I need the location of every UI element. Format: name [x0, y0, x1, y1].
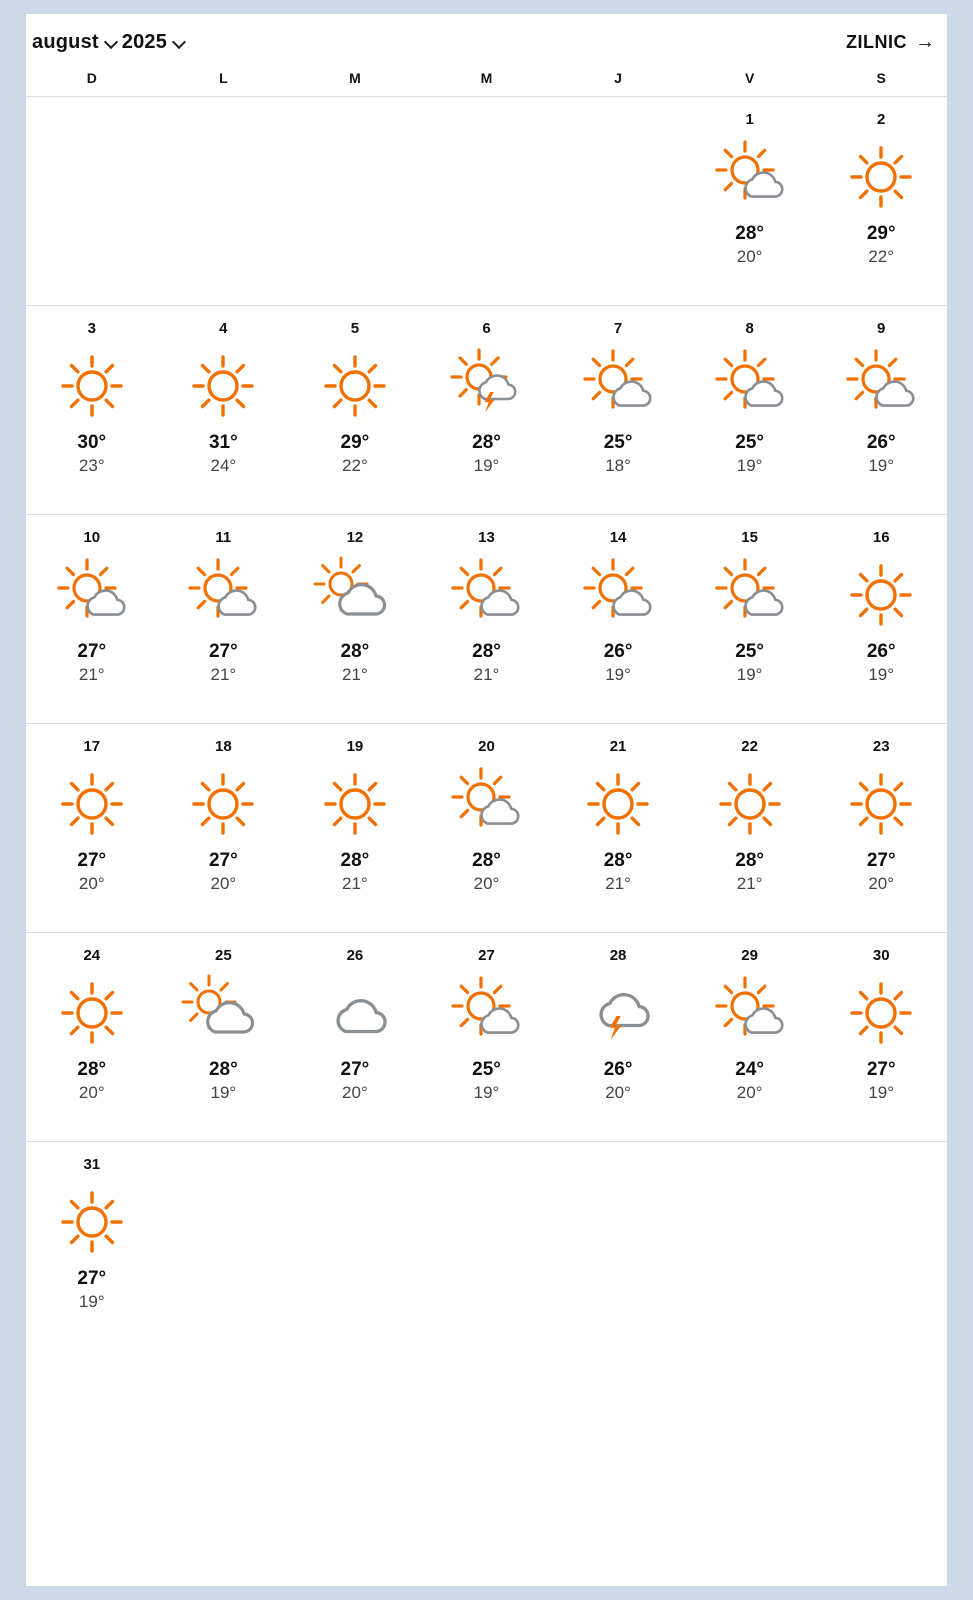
- temp-high: 26°: [603, 1059, 633, 1080]
- calendar-day-empty: [552, 1156, 684, 1336]
- calendar-header: [26, 14, 947, 70]
- cloud-sun-icon: [173, 974, 273, 1052]
- temp-low: 19°: [210, 1082, 237, 1102]
- temperature-group: [867, 431, 896, 478]
- temperature-group: [604, 640, 633, 687]
- temp-high: 25°: [603, 432, 633, 453]
- calendar-day-cell[interactable]: [421, 320, 553, 500]
- weekday-label: V: [744, 70, 755, 86]
- sun-icon: [305, 347, 405, 425]
- sun-icon: [700, 765, 800, 843]
- temperature-group: [472, 849, 501, 896]
- sun-icon: [831, 138, 931, 216]
- calendar-day-cell[interactable]: [684, 947, 816, 1127]
- temperature-group: [209, 849, 238, 896]
- temp-low: 18°: [605, 455, 631, 475]
- temp-high: 27°: [77, 850, 107, 871]
- weekday-label: J: [614, 70, 622, 86]
- sun-icon: [305, 765, 405, 843]
- temp-low: 19°: [736, 455, 763, 475]
- calendar-day-cell[interactable]: [552, 320, 684, 500]
- calendar-day-empty: [26, 111, 158, 291]
- day-number: 20: [478, 738, 495, 755]
- temp-high: 26°: [866, 432, 896, 453]
- day-number: 7: [613, 320, 623, 337]
- sun-cloud-icon: [700, 556, 800, 634]
- temp-low: 19°: [736, 664, 763, 684]
- sun-cloud-icon: [436, 765, 536, 843]
- temperature-group: [341, 849, 370, 896]
- temperature-group: [867, 849, 896, 896]
- temp-low: 20°: [78, 873, 105, 893]
- month-dropdown[interactable]: [32, 31, 118, 54]
- temp-high: 28°: [208, 1059, 238, 1080]
- sun-cloud-icon: [436, 556, 536, 634]
- sun-icon: [173, 765, 273, 843]
- temp-high: 27°: [77, 1268, 107, 1289]
- day-number: 15: [741, 529, 758, 546]
- temperature-group: [735, 640, 764, 687]
- temp-low: 20°: [78, 1082, 105, 1102]
- temperature-group: [472, 431, 501, 478]
- day-number: 24: [83, 947, 101, 964]
- temp-high: 28°: [472, 641, 501, 662]
- day-number: 9: [877, 320, 886, 337]
- weekday-label: M: [480, 70, 493, 86]
- calendar-day-cell[interactable]: [289, 529, 421, 709]
- temp-low: 22°: [342, 455, 368, 475]
- calendar-grid: [26, 97, 947, 1350]
- month-year-selector: [32, 31, 186, 54]
- temp-high: 28°: [472, 432, 501, 453]
- calendar-day-empty: [289, 111, 421, 291]
- sun-cloud-icon: [700, 138, 800, 216]
- temp-low: 19°: [78, 1291, 105, 1311]
- day-number: 26: [346, 947, 364, 964]
- temp-high: 27°: [866, 850, 896, 871]
- year-dropdown[interactable]: [122, 31, 186, 54]
- temperature-group: [604, 849, 633, 896]
- sun-icon: [568, 765, 668, 843]
- calendar-day-cell[interactable]: [26, 1156, 158, 1336]
- calendar-day-cell[interactable]: [815, 738, 947, 918]
- chevron-down-icon: [105, 36, 118, 49]
- temp-high: 25°: [472, 1059, 501, 1080]
- temp-high: 27°: [340, 1059, 370, 1080]
- temp-high: 26°: [603, 641, 633, 662]
- calendar-day-empty: [158, 1156, 290, 1336]
- calendar-day-cell[interactable]: [421, 738, 553, 918]
- day-number: 28: [609, 947, 627, 964]
- sun-cloud-storm-icon: [436, 347, 536, 425]
- calendar-week-row: [26, 1142, 947, 1350]
- month-label: august: [32, 30, 99, 53]
- temp-high: 27°: [77, 641, 107, 662]
- calendar-day-cell[interactable]: [158, 947, 290, 1127]
- calendar-day-cell[interactable]: [552, 947, 684, 1127]
- temp-high: 29°: [340, 432, 370, 453]
- temperature-group: [209, 640, 238, 687]
- daily-view-label: ZILNIC: [846, 31, 907, 52]
- sun-icon: [42, 974, 142, 1052]
- year-label: 2025: [121, 30, 168, 53]
- temp-high: 28°: [735, 223, 764, 244]
- temp-low: 21°: [342, 664, 368, 684]
- temperature-group: [604, 1058, 633, 1105]
- sun-icon: [831, 974, 931, 1052]
- calendar-day-cell[interactable]: [684, 738, 816, 918]
- temp-low: 23°: [78, 455, 105, 475]
- temp-low: 21°: [78, 664, 105, 684]
- temp-low: 19°: [868, 1082, 895, 1102]
- temperature-group: [735, 431, 764, 478]
- temp-low: 20°: [868, 873, 895, 893]
- calendar-day-cell[interactable]: [684, 320, 816, 500]
- calendar-day-cell[interactable]: [684, 529, 816, 709]
- temp-high: 28°: [340, 850, 370, 871]
- calendar-day-empty: [158, 111, 290, 291]
- temperature-group: [735, 849, 764, 896]
- day-number: 5: [350, 320, 360, 337]
- temp-high: 24°: [735, 1059, 764, 1080]
- day-number: 3: [87, 320, 96, 337]
- day-number: 21: [609, 738, 627, 755]
- sun-cloud-icon: [831, 347, 931, 425]
- calendar-day-empty: [815, 1156, 947, 1336]
- calendar-day-cell[interactable]: [158, 320, 290, 500]
- temperature-group: [209, 431, 238, 478]
- day-number: 19: [346, 738, 364, 755]
- day-number: 4: [219, 320, 228, 337]
- temperature-group: [341, 640, 370, 687]
- sun-icon: [42, 347, 142, 425]
- day-number: 18: [215, 738, 232, 755]
- calendar-day-cell[interactable]: [158, 738, 290, 918]
- temp-low: 19°: [473, 455, 500, 475]
- temperature-group: [472, 640, 501, 687]
- sun-cloud-icon: [568, 556, 668, 634]
- calendar-day-cell[interactable]: [26, 529, 158, 709]
- temperature-group: [77, 431, 106, 478]
- sun-icon: [173, 347, 273, 425]
- temperature-group: [867, 640, 896, 687]
- sun-cloud-icon: [700, 347, 800, 425]
- temperature-group: [604, 431, 633, 478]
- calendar-day-cell[interactable]: [684, 111, 816, 291]
- temp-high: 29°: [866, 223, 896, 244]
- calendar-day-cell[interactable]: [158, 529, 290, 709]
- sun-cloud-icon: [568, 347, 668, 425]
- day-number: 16: [872, 529, 890, 546]
- temp-high: 25°: [735, 432, 764, 453]
- temp-high: 27°: [866, 1059, 896, 1080]
- calendar-day-cell[interactable]: [421, 947, 553, 1127]
- temp-high: 27°: [208, 641, 238, 662]
- calendar-day-cell[interactable]: [26, 320, 158, 500]
- temperature-group: [209, 1058, 238, 1105]
- temperature-group: [341, 431, 370, 478]
- calendar-day-empty: [684, 1156, 816, 1336]
- weekday-label: L: [219, 70, 228, 86]
- temperature-group: [735, 1058, 764, 1105]
- day-number: 22: [741, 738, 758, 755]
- calendar-day-cell[interactable]: [26, 947, 158, 1127]
- arrow-right-icon: →: [915, 31, 935, 53]
- temp-low: 19°: [605, 664, 631, 684]
- day-number: 11: [215, 529, 232, 546]
- temp-high: 25°: [735, 641, 764, 662]
- temp-low: 24°: [210, 455, 237, 475]
- temp-high: 28°: [603, 850, 633, 871]
- weekday-label: S: [876, 70, 886, 86]
- temp-low: 20°: [736, 246, 763, 266]
- day-number: 6: [482, 320, 491, 337]
- calendar-day-cell[interactable]: [289, 947, 421, 1127]
- temp-low: 21°: [342, 873, 368, 893]
- temp-low: 21°: [473, 664, 500, 684]
- sun-cloud-icon: [42, 556, 142, 634]
- day-number: 30: [872, 947, 890, 964]
- weather-calendar-card: [26, 14, 947, 1586]
- calendar-week-row: [26, 97, 947, 306]
- temp-high: 28°: [340, 641, 370, 662]
- temp-high: 30°: [77, 432, 107, 453]
- sun-cloud-icon: [173, 556, 273, 634]
- temp-low: 20°: [736, 1082, 763, 1102]
- calendar-day-cell[interactable]: [289, 320, 421, 500]
- temp-high: 28°: [77, 1059, 107, 1080]
- calendar-day-cell[interactable]: [815, 947, 947, 1127]
- temp-low: 20°: [473, 873, 500, 893]
- day-number: 2: [877, 111, 886, 128]
- calendar-week-row: [26, 515, 947, 724]
- day-number: 12: [346, 529, 364, 546]
- day-number: 23: [872, 738, 890, 755]
- cloud-storm-icon: [568, 974, 668, 1052]
- temperature-group: [77, 1267, 106, 1314]
- calendar-day-empty: [421, 1156, 553, 1336]
- temperature-group: [472, 1058, 501, 1105]
- day-number: 10: [83, 529, 101, 546]
- day-number: 17: [83, 738, 101, 755]
- temp-high: 31°: [208, 432, 238, 453]
- temp-low: 21°: [736, 873, 763, 893]
- chevron-down-icon: [173, 36, 186, 49]
- temperature-group: [867, 222, 896, 269]
- temp-high: 26°: [866, 641, 896, 662]
- temp-low: 19°: [473, 1082, 500, 1102]
- temp-low: 21°: [605, 873, 631, 893]
- cloud-icon: [305, 974, 405, 1052]
- temperature-group: [77, 1058, 106, 1105]
- sun-icon: [42, 765, 142, 843]
- calendar-day-empty: [421, 111, 553, 291]
- cloud-sun-icon: [305, 556, 405, 634]
- sun-icon: [42, 1183, 142, 1261]
- daily-view-button[interactable]: [846, 32, 939, 53]
- calendar-day-cell[interactable]: [289, 738, 421, 918]
- temp-low: 21°: [210, 664, 237, 684]
- day-number: 31: [83, 1156, 101, 1173]
- temp-low: 20°: [342, 1082, 368, 1102]
- temp-low: 20°: [605, 1082, 631, 1102]
- sun-icon: [831, 556, 931, 634]
- sun-icon: [831, 765, 931, 843]
- temp-low: 19°: [868, 455, 895, 475]
- temp-high: 28°: [735, 850, 764, 871]
- day-number: 25: [215, 947, 232, 964]
- temp-low: 19°: [868, 664, 895, 684]
- day-number: 27: [478, 947, 495, 964]
- calendar-day-cell[interactable]: [815, 320, 947, 500]
- day-number: 1: [745, 111, 754, 128]
- day-number: 8: [745, 320, 754, 337]
- day-number: 13: [478, 529, 495, 546]
- temperature-group: [341, 1058, 370, 1105]
- weekday-label: D: [86, 70, 97, 86]
- calendar-week-row: [26, 306, 947, 515]
- calendar-day-empty: [552, 111, 684, 291]
- calendar-week-row: [26, 724, 947, 933]
- calendar-day-cell[interactable]: [552, 529, 684, 709]
- calendar-week-row: [26, 933, 947, 1142]
- calendar-day-empty: [289, 1156, 421, 1336]
- temp-high: 28°: [472, 850, 501, 871]
- temp-low: 22°: [868, 246, 895, 266]
- sun-cloud-icon: [436, 974, 536, 1052]
- temperature-group: [77, 640, 106, 687]
- temperature-group: [735, 222, 764, 269]
- calendar-day-cell[interactable]: [552, 738, 684, 918]
- weekday-label: M: [349, 70, 361, 86]
- weekday-header-row: [26, 70, 947, 97]
- calendar-day-cell[interactable]: [815, 111, 947, 291]
- calendar-day-cell[interactable]: [26, 738, 158, 918]
- day-number: 14: [609, 529, 627, 546]
- temperature-group: [867, 1058, 896, 1105]
- calendar-day-cell[interactable]: [421, 529, 553, 709]
- day-number: 29: [741, 947, 758, 964]
- calendar-day-cell[interactable]: [815, 529, 947, 709]
- temp-low: 20°: [210, 873, 237, 893]
- temperature-group: [77, 849, 106, 896]
- temp-high: 27°: [208, 850, 238, 871]
- sun-cloud-icon: [700, 974, 800, 1052]
